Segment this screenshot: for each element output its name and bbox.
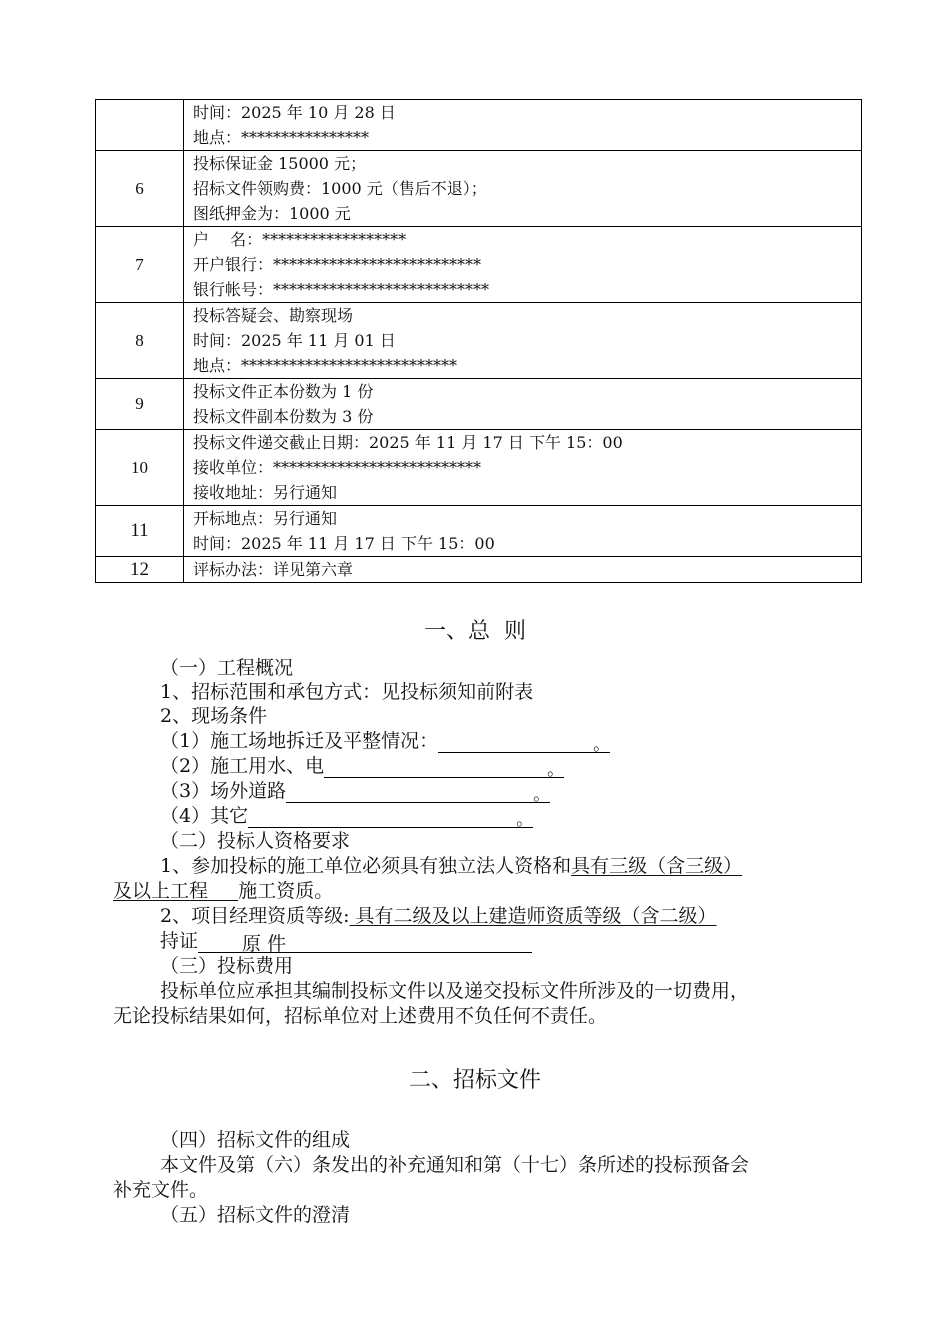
tender-info-table — [95, 99, 862, 583]
row-line: 时间：2025 年 11 月 01 日 — [193, 331, 396, 350]
row-line: 地点：**************** — [193, 128, 370, 147]
row-line: 投标答疑会、勘察现场 — [193, 306, 354, 325]
row-line: 投标保证金 15000 元； — [193, 154, 367, 173]
condition-label: （4）其它 — [160, 805, 249, 827]
row-line: 开标地点：另行通知 — [193, 509, 338, 528]
paragraph-qualification-2 — [160, 904, 717, 928]
paragraph-composition-2: 补充文件。 — [113, 1179, 209, 1201]
qualification-suffix: 施工资质。 — [238, 880, 334, 902]
table-row — [96, 151, 862, 227]
paragraph-cost-1: 投标单位应承担其编制投标文件以及递交投标文件所涉及的一切费用， — [160, 980, 750, 1002]
table-row — [96, 430, 862, 506]
row-number: 11 — [96, 506, 184, 557]
paragraph-qualification-1-cont — [113, 879, 333, 903]
pm-qualification-level: 具有二级及以上建造师资质等级（含二级） — [349, 905, 717, 927]
subheading-document-clarification: （五）招标文件的澄清 — [160, 1204, 351, 1226]
row-number: 10 — [96, 430, 184, 506]
table-row — [96, 303, 862, 379]
subheading-project-overview: （一）工程概况 — [160, 657, 294, 679]
condition-label: （2）施工用水、电 — [160, 755, 325, 777]
paragraph-cost-2: 无论投标结果如何，招标单位对上述费用不负任何不责任。 — [113, 1005, 608, 1027]
row-line: 投标文件副本份数为 3 份 — [193, 407, 374, 426]
blank-period: 。 — [533, 785, 551, 805]
row-content — [184, 379, 862, 430]
row-line: 评标办法：详见第六章 — [193, 560, 354, 579]
row-line: 接收单位：************************** — [193, 458, 482, 477]
condition-other — [160, 804, 533, 828]
qualification-level: 具有三级（含三级） — [571, 855, 743, 877]
paragraph-composition-1: 本文件及第（六）条发出的补充通知和第（十七）条所述的投标预备会 — [160, 1154, 750, 1176]
row-content — [184, 100, 862, 151]
condition-demolition — [160, 729, 610, 753]
row-content — [184, 303, 862, 379]
row-number: 8 — [96, 303, 184, 379]
row-line: 开户银行：************************** — [193, 255, 482, 274]
condition-road — [160, 779, 550, 803]
table-row — [96, 227, 862, 303]
row-line: 图纸押金为：1000 元 — [193, 204, 351, 223]
subheading-document-composition: （四）招标文件的组成 — [160, 1129, 351, 1151]
fill-blank — [286, 782, 550, 803]
condition-label: （3）场外道路 — [160, 780, 287, 802]
row-content — [184, 506, 862, 557]
row-number: 7 — [96, 227, 184, 303]
blank-period: 。 — [547, 760, 565, 780]
row-content — [184, 557, 862, 583]
row-number: 9 — [96, 379, 184, 430]
certificate-label: 持证 — [160, 930, 199, 952]
row-number: 12 — [96, 557, 184, 583]
certificate-value: 原 件 — [242, 933, 287, 955]
subheading-bidder-qualification: （二）投标人资格要求 — [160, 830, 351, 852]
table-row — [96, 379, 862, 430]
paragraph-site-conditions: 2、现场条件 — [160, 705, 268, 727]
paragraph-qualification-1 — [160, 854, 742, 878]
row-line: 投标文件正本份数为 1 份 — [193, 382, 374, 401]
fill-blank — [324, 757, 564, 778]
subheading-bidding-cost: （三）投标费用 — [160, 955, 294, 977]
table-row — [96, 100, 862, 151]
row-line: 时间：2025 年 10 月 28 日 — [193, 103, 396, 122]
section-title-tender-documents: 二、招标文件 — [408, 1068, 541, 1093]
blank-period: 。 — [593, 735, 611, 755]
row-line: 银行帐号：*************************** — [193, 280, 490, 299]
pm-qualification-label: 2、项目经理资质等级: — [160, 905, 350, 927]
fill-blank — [438, 732, 610, 753]
fill-blank — [248, 807, 533, 828]
row-line: 户 名：****************** — [193, 230, 407, 249]
row-content — [184, 227, 862, 303]
row-line: 投标文件递交截止日期：2025 年 11 月 17 日 下午 15：00 — [193, 433, 623, 452]
table-row — [96, 557, 862, 583]
table-row — [96, 506, 862, 557]
row-number — [96, 100, 184, 151]
row-line: 地点：*************************** — [193, 356, 458, 375]
row-line: 时间：2025 年 11 月 17 日 下午 15：00 — [193, 534, 495, 553]
condition-water-power — [160, 754, 564, 778]
condition-label: （1）施工场地拆迁及平整情况： — [160, 730, 439, 752]
qualification-scope — [113, 880, 238, 902]
row-number: 6 — [96, 151, 184, 227]
paragraph-scope: 1、招标范围和承包方式：见投标须知前附表 — [160, 681, 534, 703]
row-content — [184, 430, 862, 506]
row-line: 招标文件领购费：1000 元（售后不退）； — [193, 179, 487, 198]
row-content — [184, 151, 862, 227]
paragraph-certificate — [160, 929, 532, 953]
row-line: 接收地址：另行通知 — [193, 483, 338, 502]
fill-blank — [198, 932, 532, 953]
qualification-text: 1、参加投标的施工单位必须具有独立法人资格和 — [160, 855, 572, 877]
blank-period: 。 — [516, 810, 534, 830]
qualification-scope-text: 及以上工程 — [113, 880, 209, 902]
section-title-general: 一、总 则 — [424, 619, 526, 644]
